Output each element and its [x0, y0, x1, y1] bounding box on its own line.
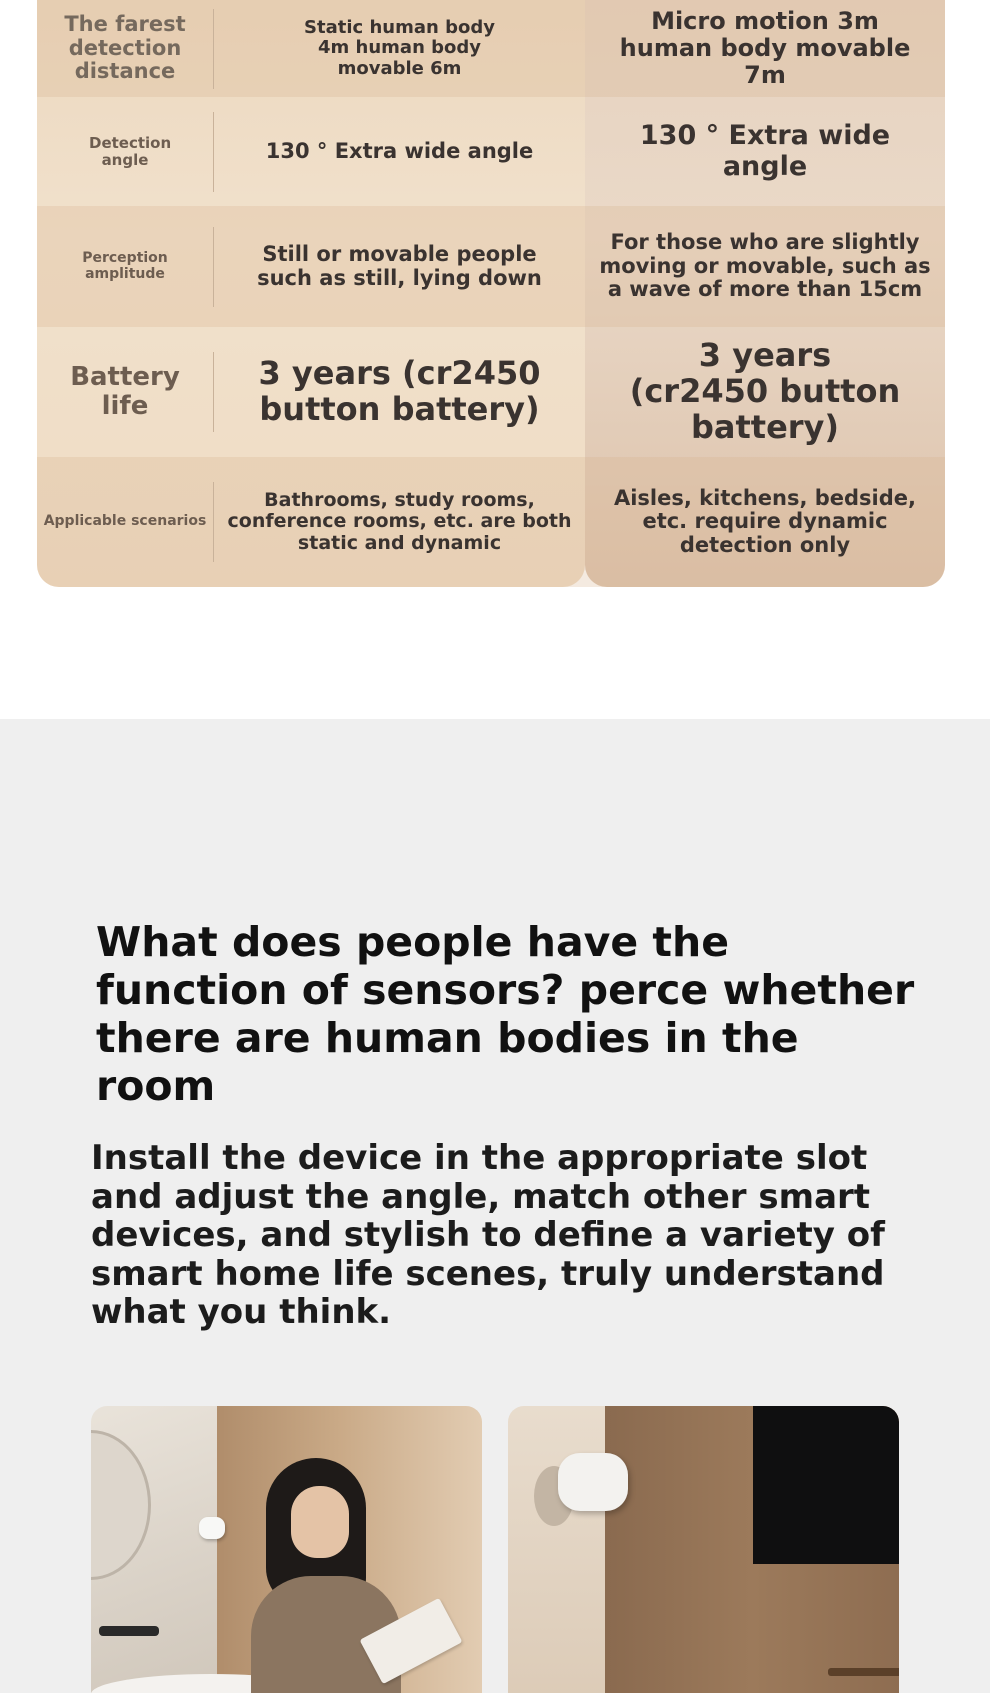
shelf	[828, 1668, 899, 1676]
feature-section	[0, 719, 990, 1693]
right-value: 130 ° Extra wide angle	[639, 120, 891, 182]
left-value: Static human body 4m human body movable 6m	[304, 17, 495, 79]
section-description: Install the device in the appropriate slot and adjust the angle, match other smart devices, and stylish to define a variety of smart home life scenes, truly understand what you think.	[91, 1138, 885, 1332]
row-label: Battery life	[70, 361, 180, 421]
table-row-detection-angle	[37, 97, 945, 206]
row-label: Perception amplitude	[82, 249, 168, 282]
left-value: 3 years (cr2450 button battery)	[258, 354, 541, 428]
left-value: Bathrooms, study rooms, conference rooms, etc. are both static and dynamic	[227, 489, 572, 554]
tv-screen	[753, 1406, 899, 1564]
row-label: Applicable scenarios	[43, 513, 207, 530]
sensor-device	[558, 1453, 628, 1511]
faucet	[99, 1626, 159, 1636]
living-room-scene-photo	[508, 1406, 899, 1693]
left-value: 130 ° Extra wide angle	[265, 138, 534, 163]
table-row-battery-life	[37, 327, 945, 457]
left-value: Still or movable people such as still, lying down	[257, 241, 542, 290]
right-value: Aisles, kitchens, bedside, etc. require dynamic detection only	[613, 485, 917, 557]
comparison-table	[37, 0, 945, 587]
table-row-perception-amplitude	[37, 206, 945, 327]
right-value: For those who are slightly moving or movable, such as a wave of more than 15cm	[599, 230, 931, 302]
sensor-device	[199, 1517, 225, 1539]
right-value: Micro motion 3m human body movable 7m	[619, 7, 911, 89]
table-row-applicable-scenarios	[37, 457, 945, 587]
row-label: Detection angle	[89, 133, 172, 169]
bathroom-scene-photo	[91, 1406, 482, 1693]
right-value: 3 years (cr2450 button battery)	[629, 336, 901, 446]
row-label: The farest detection distance	[64, 12, 186, 84]
table-row-detection-distance	[37, 0, 945, 97]
section-heading: What does people have the function of sensors? perce whether there are human bodies in the room	[96, 918, 915, 1110]
